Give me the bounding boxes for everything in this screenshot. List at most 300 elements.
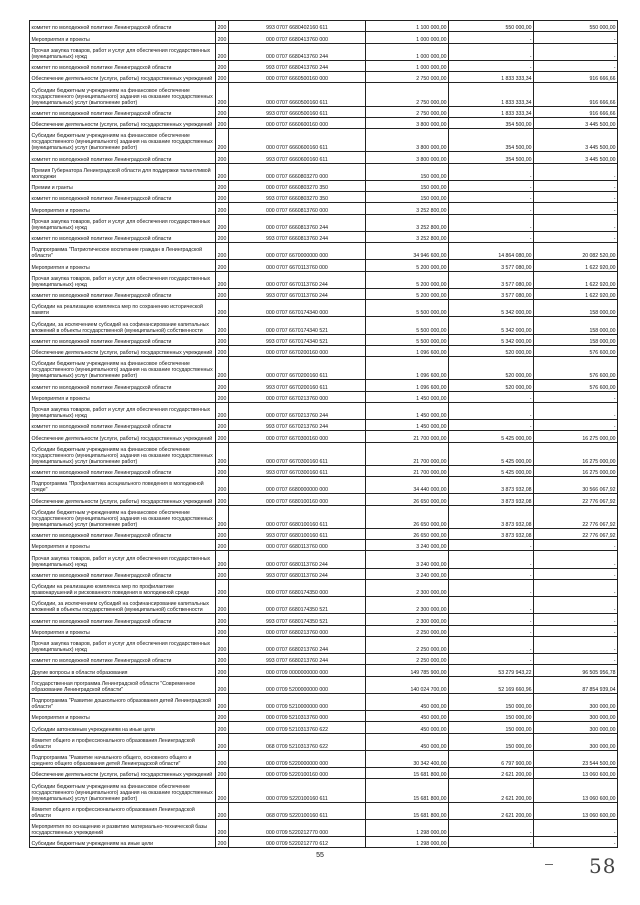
cell-desc: комитет по молодежной политике Ленинградской области [30, 568, 216, 579]
cell-b: 3 873 932,08 [449, 494, 534, 505]
cell-desc: Субсидии на реализацию комплекса мер по сохранению исторической памяти [30, 300, 216, 317]
cell-code: 200 [216, 750, 229, 767]
cell-c: 158 000,00 [534, 317, 618, 334]
table-row [30, 819, 618, 836]
table-row [30, 551, 618, 568]
cell-b: 5 425 000,00 [449, 431, 534, 442]
cell-desc: Субсидии бюджетным учреждениям на финансовое обеспечение государственного (муниципального) задания на оказание государственных (муниципальных) услуг (выполнение работ) [30, 779, 216, 802]
cell-desc: Субсидии бюджетным учреждениям на финансовое обеспечение государственного (муниципального) задания на оказание государственных (муниципальных) услуг (выполнение работ) [30, 442, 216, 465]
table-row [30, 152, 618, 163]
cell-c: - [534, 636, 618, 653]
cell-a: 3 800 000,00 [366, 117, 449, 128]
cell-desc: комитет по молодежной политике Ленинградской области [30, 420, 216, 431]
cell-desc: комитет по молодежной политике Ленинградской области [30, 21, 216, 32]
table-row [30, 317, 618, 334]
cell-b: 3 577 080,00 [449, 271, 534, 288]
table-row [30, 43, 618, 60]
report-page [29, 20, 617, 848]
cell-b: 150 000,00 [449, 711, 534, 722]
cell-code: 200 [216, 163, 229, 180]
table-row [30, 345, 618, 356]
cell-a: 3 252 800,00 [366, 231, 449, 242]
table-row [30, 231, 618, 242]
cell-a: 2 300 000,00 [366, 614, 449, 625]
table-row [30, 129, 618, 152]
cell-cls: 993 0707 6680402160 611 [229, 21, 366, 32]
cell-code: 200 [216, 505, 229, 528]
cell-desc: Мероприятия и проекты [30, 260, 216, 271]
table-row [30, 768, 618, 779]
cell-code: 200 [216, 819, 229, 836]
cell-c: 158 000,00 [534, 300, 618, 317]
cell-code: 200 [216, 568, 229, 579]
cell-cls: 993 0707 6680413760 244 [229, 60, 366, 71]
table-row [30, 32, 618, 43]
table-row [30, 505, 618, 528]
cell-desc: Субсидии бюджетным учреждениям на финансовое обеспечение государственного (муниципального) задания на оказание государственных (муниципальных) услуг (выполнение работ) [30, 129, 216, 152]
cell-c: 16 275 000,00 [534, 442, 618, 465]
cell-b: 2 621 200,00 [449, 779, 534, 802]
cell-cls: 068 0709 5220100160 611 [229, 802, 366, 819]
cell-desc: Премия Губернатора Ленинградской области для поддержки талантливой молодежи [30, 163, 216, 180]
table-row [30, 779, 618, 802]
cell-b: 5 342 000,00 [449, 334, 534, 345]
cell-b: 14 864 080,00 [449, 243, 534, 260]
table-row [30, 711, 618, 722]
cell-desc: комитет по молодежной политике Ленинградской области [30, 380, 216, 391]
cell-desc: Прочая закупка товаров, работ и услуг для обеспечения государственных (муниципальных) нужд [30, 402, 216, 419]
cell-b: - [449, 551, 534, 568]
cell-desc: Подпрограмма "Развитие начального общего, основного общего и среднего общего образования детей Ленинградской области" [30, 750, 216, 767]
table-row [30, 21, 618, 32]
cell-code: 200 [216, 779, 229, 802]
cell-code: 200 [216, 214, 229, 231]
cell-b: - [449, 32, 534, 43]
cell-desc: Прочая закупка товаров, работ и услуг для обеспечения государственных (муниципальных) нужд [30, 636, 216, 653]
cell-cls: 000 0707 6680413760 244 [229, 43, 366, 60]
cell-a: 5 500 000,00 [366, 334, 449, 345]
cell-a: 2 300 000,00 [366, 597, 449, 614]
table-row [30, 106, 618, 117]
cell-c: 916 666,66 [534, 72, 618, 83]
cell-c: - [534, 60, 618, 71]
table-row [30, 528, 618, 539]
cell-a: 150 000,00 [366, 163, 449, 180]
cell-desc: Прочая закупка товаров, работ и услуг для обеспечения государственных (муниципальных) нужд [30, 43, 216, 60]
cell-cls: 000 0707 6680174350 521 [229, 597, 366, 614]
cell-code: 200 [216, 260, 229, 271]
cell-c: 96 505 956,78 [534, 665, 618, 676]
table-row [30, 60, 618, 71]
cell-c: 300 000,00 [534, 722, 618, 733]
cell-desc: Обеспечение деятельности (услуги, работы) государственных учреждений [30, 117, 216, 128]
cell-code: 200 [216, 431, 229, 442]
cell-a: 5 500 000,00 [366, 317, 449, 334]
table-row [30, 391, 618, 402]
table-row [30, 357, 618, 380]
cell-c: - [534, 625, 618, 636]
cell-c: - [534, 402, 618, 419]
cell-code: 200 [216, 345, 229, 356]
cell-cls: 000 0709 5220212770 000 [229, 819, 366, 836]
cell-cls: 993 0707 6660500160 611 [229, 106, 366, 117]
cell-b: 3 873 932,08 [449, 528, 534, 539]
cell-code: 200 [216, 231, 229, 242]
cell-b: - [449, 837, 534, 848]
cell-code: 200 [216, 271, 229, 288]
cell-c: - [534, 551, 618, 568]
cell-a: 15 681 800,00 [366, 768, 449, 779]
table-row [30, 625, 618, 636]
cell-desc: Комитет общего и профессионального образования Ленинградской области [30, 733, 216, 750]
cell-c: - [534, 214, 618, 231]
cell-a: 1 096 600,00 [366, 357, 449, 380]
table-row [30, 431, 618, 442]
cell-cls: 000 0709 5200000000 000 [229, 676, 366, 693]
cell-code: 200 [216, 636, 229, 653]
cell-desc: Обеспечение деятельности (услуги, работы) государственных учреждений [30, 494, 216, 505]
cell-desc: комитет по молодежной политике Ленинградской области [30, 60, 216, 71]
cell-a: 3 800 000,00 [366, 152, 449, 163]
cell-cls: 993 0707 6670300160 611 [229, 465, 366, 476]
cell-cls: 000 0707 6670213760 000 [229, 391, 366, 402]
cell-code: 200 [216, 402, 229, 419]
cell-b: - [449, 391, 534, 402]
cell-a: 2 300 000,00 [366, 579, 449, 596]
cell-c: 16 275 000,00 [534, 465, 618, 476]
cell-a: 1 096 600,00 [366, 380, 449, 391]
cell-code: 200 [216, 334, 229, 345]
table-row [30, 380, 618, 391]
cell-b: 52 169 660,96 [449, 676, 534, 693]
cell-c: - [534, 231, 618, 242]
handwritten-page-stamp: 58 [589, 854, 617, 878]
cell-c: 20 082 520,00 [534, 243, 618, 260]
cell-c: 550 000,00 [534, 21, 618, 32]
cell-a: 5 200 000,00 [366, 260, 449, 271]
cell-b: 150 000,00 [449, 733, 534, 750]
cell-code: 200 [216, 654, 229, 665]
table-row [30, 180, 618, 191]
cell-a: 2 750 000,00 [366, 83, 449, 106]
cell-b: 1 833 333,34 [449, 83, 534, 106]
cell-c: 916 666,66 [534, 106, 618, 117]
cell-b: 354 500,00 [449, 152, 534, 163]
cell-a: 3 240 000,00 [366, 540, 449, 551]
cell-code: 200 [216, 83, 229, 106]
cell-b: - [449, 540, 534, 551]
cell-code: 200 [216, 380, 229, 391]
cell-b: 5 342 000,00 [449, 317, 534, 334]
cell-b: 2 621 200,00 [449, 768, 534, 779]
cell-b: - [449, 636, 534, 653]
cell-c: - [534, 32, 618, 43]
table-row [30, 163, 618, 180]
page-number: 55 [316, 852, 324, 859]
cell-c: 13 060 600,00 [534, 768, 618, 779]
cell-a: 149 785 900,00 [366, 665, 449, 676]
cell-code: 200 [216, 837, 229, 848]
cell-b: - [449, 568, 534, 579]
cell-desc: Прочая закупка товаров, работ и услуг для обеспечения государственных (муниципальных) нужд [30, 271, 216, 288]
cell-c: 916 666,66 [534, 83, 618, 106]
cell-cls: 993 0707 6660803270 350 [229, 192, 366, 203]
cell-desc: Подпрограмма "Патриотическое воспитание граждан в Ленинградской области" [30, 243, 216, 260]
cell-desc: Премии и гранты [30, 180, 216, 191]
cell-b: - [449, 402, 534, 419]
cell-code: 200 [216, 625, 229, 636]
cell-cls: 993 0707 6670174340 521 [229, 334, 366, 345]
cell-desc: Комитет общего и профессионального образования Ленинградской области [30, 802, 216, 819]
cell-a: 15 681 800,00 [366, 779, 449, 802]
cell-code: 200 [216, 152, 229, 163]
cell-a: 3 252 800,00 [366, 203, 449, 214]
cell-a: 140 024 700,00 [366, 676, 449, 693]
cell-cls: 000 0707 6660813760 244 [229, 214, 366, 231]
cell-desc: Прочая закупка товаров, работ и услуг для обеспечения государственных (муниципальных) нужд [30, 214, 216, 231]
cell-b: - [449, 597, 534, 614]
cell-a: 2 250 000,00 [366, 654, 449, 665]
cell-b: 520 000,00 [449, 380, 534, 391]
cell-code: 200 [216, 117, 229, 128]
cell-cls: 993 0707 6670200160 611 [229, 380, 366, 391]
cell-cls: 000 0707 6680213760 244 [229, 636, 366, 653]
cell-a: 1 298 000,00 [366, 819, 449, 836]
cell-c: 30 566 067,92 [534, 477, 618, 494]
cell-a: 26 650 000,00 [366, 494, 449, 505]
cell-a: 30 342 400,00 [366, 750, 449, 767]
cell-a: 21 700 000,00 [366, 442, 449, 465]
cell-desc: комитет по молодежной политике Ленинградской области [30, 465, 216, 476]
cell-code: 200 [216, 665, 229, 676]
table-row [30, 117, 618, 128]
cell-a: 1 000 000,00 [366, 32, 449, 43]
cell-cls: 000 0707 6670300160 611 [229, 442, 366, 465]
cell-code: 200 [216, 494, 229, 505]
cell-c: 300 000,00 [534, 711, 618, 722]
table-row [30, 402, 618, 419]
cell-code: 200 [216, 357, 229, 380]
cell-b: - [449, 614, 534, 625]
cell-desc: Субсидии, за исключением субсидий на софинансирование капитальных вложений в объекты государственной (муниципальной) собственности [30, 317, 216, 334]
cell-cls: 000 0707 6680000000 000 [229, 477, 366, 494]
cell-cls: 000 0707 6670213760 244 [229, 402, 366, 419]
table-row [30, 192, 618, 203]
cell-desc: Обеспечение деятельности (услуги, работы) государственных учреждений [30, 431, 216, 442]
cell-a: 1 450 000,00 [366, 402, 449, 419]
cell-b: - [449, 163, 534, 180]
cell-b: 5 342 000,00 [449, 300, 534, 317]
cell-code: 200 [216, 597, 229, 614]
cell-b: 1 833 333,34 [449, 72, 534, 83]
cell-c: - [534, 654, 618, 665]
cell-a: 5 200 000,00 [366, 271, 449, 288]
cell-code: 200 [216, 317, 229, 334]
cell-c: - [534, 203, 618, 214]
cell-a: 1 298 000,00 [366, 837, 449, 848]
cell-cls: 000 0707 6680113760 244 [229, 551, 366, 568]
cell-code: 200 [216, 528, 229, 539]
cell-a: 1 450 000,00 [366, 420, 449, 431]
cell-a: 21 700 000,00 [366, 465, 449, 476]
cell-code: 200 [216, 391, 229, 402]
cell-cls: 068 0709 5210313760 622 [229, 733, 366, 750]
table-row [30, 665, 618, 676]
cell-a: 34 946 600,00 [366, 243, 449, 260]
table-row [30, 465, 618, 476]
cell-b: - [449, 231, 534, 242]
cell-a: 2 250 000,00 [366, 625, 449, 636]
cell-cls: 993 0707 6660600160 611 [229, 152, 366, 163]
cell-a: 450 000,00 [366, 711, 449, 722]
cell-desc: Субсидии автономным учреждениям на иные цели [30, 722, 216, 733]
table-row [30, 442, 618, 465]
cell-b: 3 577 080,00 [449, 288, 534, 299]
cell-b: - [449, 579, 534, 596]
cell-code: 200 [216, 420, 229, 431]
table-row [30, 72, 618, 83]
cell-c: 22 776 067,92 [534, 494, 618, 505]
cell-desc: Мероприятия и проекты [30, 32, 216, 43]
cell-b: 354 500,00 [449, 129, 534, 152]
cell-cls: 000 0707 6660500160 611 [229, 83, 366, 106]
cell-cls: 000 0709 5220100160 000 [229, 768, 366, 779]
cell-a: 3 252 800,00 [366, 214, 449, 231]
cell-cls: 000 0707 6680113760 000 [229, 540, 366, 551]
cell-desc: Другие вопросы в области образования [30, 665, 216, 676]
cell-c: - [534, 837, 618, 848]
cell-code: 200 [216, 180, 229, 191]
cell-a: 1 000 000,00 [366, 43, 449, 60]
cell-desc: Подпрограмма "Развитие дошкольного образования детей Ленинградской области" [30, 693, 216, 710]
cell-code: 200 [216, 676, 229, 693]
table-row [30, 614, 618, 625]
table-row [30, 676, 618, 693]
cell-desc: Мероприятия по оснащению и развитию материально-технической базы государственных учреждений [30, 819, 216, 836]
cell-desc: комитет по молодежной политике Ленинградской области [30, 334, 216, 345]
cell-desc: Субсидии, за исключением субсидий на софинансирование капитальных вложений в объекты государственной (муниципальной) собственности [30, 597, 216, 614]
cell-a: 450 000,00 [366, 722, 449, 733]
cell-cls: 000 0709 5220000000 000 [229, 750, 366, 767]
cell-c: - [534, 43, 618, 60]
cell-cls: 000 0709 5220100160 611 [229, 779, 366, 802]
cell-b: - [449, 654, 534, 665]
cell-code: 200 [216, 243, 229, 260]
cell-code: 200 [216, 106, 229, 117]
cell-code: 200 [216, 465, 229, 476]
cell-c: - [534, 163, 618, 180]
cell-c: 13 060 600,00 [534, 779, 618, 802]
cell-a: 450 000,00 [366, 693, 449, 710]
cell-desc: Обеспечение деятельности (услуги, работы) государственных учреждений [30, 72, 216, 83]
cell-b: 3 577 080,00 [449, 260, 534, 271]
cell-b: 520 000,00 [449, 357, 534, 380]
cell-cls: 000 0707 6670113760 244 [229, 271, 366, 288]
cell-c: 3 445 500,00 [534, 152, 618, 163]
cell-code: 200 [216, 693, 229, 710]
cell-b: - [449, 214, 534, 231]
cell-cls: 000 0709 5210313760 622 [229, 722, 366, 733]
cell-c: 13 060 600,00 [534, 802, 618, 819]
cell-cls: 000 0707 6670300160 000 [229, 431, 366, 442]
cell-a: 3 800 000,00 [366, 129, 449, 152]
table-row [30, 420, 618, 431]
cell-b: 150 000,00 [449, 693, 534, 710]
table-row [30, 334, 618, 345]
cell-code: 200 [216, 60, 229, 71]
cell-c: - [534, 180, 618, 191]
table-row [30, 83, 618, 106]
cell-c: 22 776 067,92 [534, 528, 618, 539]
cell-c: - [534, 540, 618, 551]
table-row [30, 568, 618, 579]
cell-cls: 000 0707 6670200160 611 [229, 357, 366, 380]
cell-b: 1 833 333,34 [449, 106, 534, 117]
cell-a: 21 700 000,00 [366, 431, 449, 442]
cell-b: 550 000,00 [449, 21, 534, 32]
cell-cls: 000 0707 6660813760 000 [229, 203, 366, 214]
cell-c: 576 600,00 [534, 357, 618, 380]
cell-desc: Мероприятия и проекты [30, 540, 216, 551]
table-row [30, 243, 618, 260]
cell-desc: комитет по молодежной политике Ленинградской области [30, 106, 216, 117]
cell-cls: 000 0709 0000000000 000 [229, 665, 366, 676]
cell-cls: 000 0707 6680100160 611 [229, 505, 366, 528]
table-body [30, 21, 618, 848]
cell-b: 3 873 932,08 [449, 477, 534, 494]
table-row [30, 300, 618, 317]
table-row [30, 540, 618, 551]
cell-code: 200 [216, 579, 229, 596]
cell-a: 2 750 000,00 [366, 106, 449, 117]
cell-a: 150 000,00 [366, 180, 449, 191]
cell-a: 1 096 600,00 [366, 345, 449, 356]
cell-cls: 993 0707 6680174350 521 [229, 614, 366, 625]
cell-cls: 000 0707 6660600160 000 [229, 117, 366, 128]
cell-b: - [449, 180, 534, 191]
cell-cls: 000 0709 5210313760 000 [229, 711, 366, 722]
table-row [30, 837, 618, 848]
table-row [30, 654, 618, 665]
cell-desc: Субсидии бюджетным учреждениям на иные цели [30, 837, 216, 848]
cell-cls: 993 0707 6680100160 611 [229, 528, 366, 539]
cell-cls: 993 0707 6680113760 244 [229, 568, 366, 579]
budget-execution-table [29, 20, 618, 848]
cell-code: 200 [216, 300, 229, 317]
cell-cls: 000 0707 6670113760 000 [229, 260, 366, 271]
cell-cls: 993 0707 6680213760 244 [229, 654, 366, 665]
cell-code: 200 [216, 722, 229, 733]
cell-code: 200 [216, 802, 229, 819]
cell-desc: Мероприятия и проекты [30, 203, 216, 214]
cell-code: 200 [216, 72, 229, 83]
cell-b: 5 425 000,00 [449, 465, 534, 476]
cell-a: 1 450 000,00 [366, 391, 449, 402]
cell-desc: Субсидии бюджетным учреждениям на финансовое обеспечение государственного (муниципального) задания на оказание государственных (муниципальных) услуг (выполнение работ) [30, 505, 216, 528]
cell-c: - [534, 391, 618, 402]
cell-c: 576 600,00 [534, 380, 618, 391]
table-row [30, 579, 618, 596]
table-row [30, 733, 618, 750]
cell-c: - [534, 568, 618, 579]
cell-cls: 000 0707 6670174340 521 [229, 317, 366, 334]
cell-c: 1 622 920,00 [534, 288, 618, 299]
cell-c: 3 445 500,00 [534, 117, 618, 128]
cell-code: 200 [216, 711, 229, 722]
cell-c: - [534, 614, 618, 625]
cell-cls: 000 0707 6660500160 000 [229, 72, 366, 83]
cell-b: - [449, 819, 534, 836]
